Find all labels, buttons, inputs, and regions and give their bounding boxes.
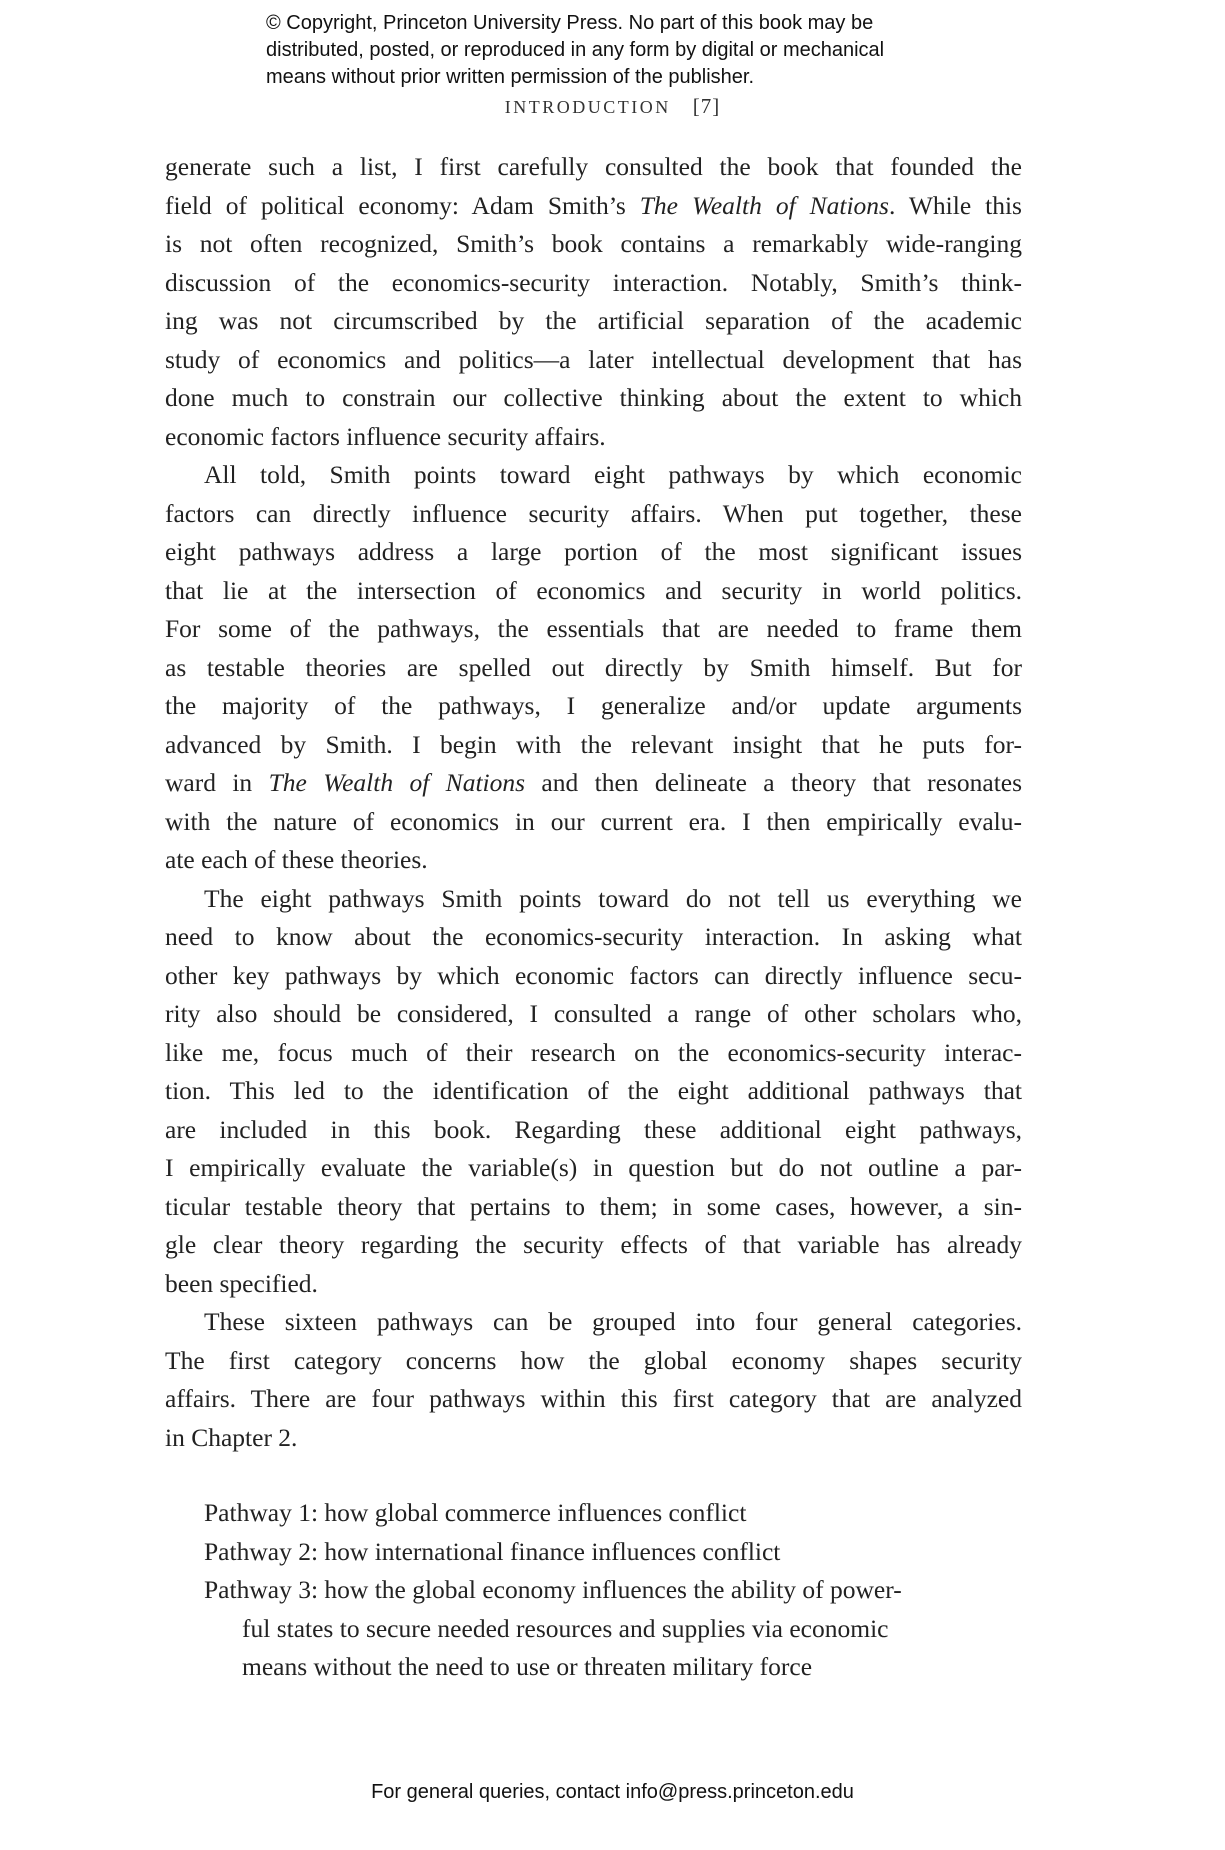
pathway-item (204, 1494, 994, 1533)
text-segment: been specified. (165, 1268, 318, 1298)
text-line (165, 148, 1022, 187)
text-line (165, 264, 1022, 303)
text-line (165, 649, 1022, 688)
text-line (165, 418, 1022, 457)
copyright-notice (266, 10, 884, 91)
text-line (165, 687, 1022, 726)
footer-contact: For general queries, contact info@press.princeton.edu (371, 1781, 854, 1803)
book-title-italic: The Wealth of Nations (268, 768, 526, 797)
pathway-line: Pathway 3: how the global economy influences the ability of power- (204, 1575, 902, 1604)
text-segment: advanced by Smith. I begin with the relevant insight that he puts for- (165, 729, 1022, 759)
copyright-line: distributed, posted, or reproduced in any form by digital or mechanical (266, 39, 885, 61)
text-line (165, 1419, 1022, 1458)
text-segment: like me, focus much of their research on the economics-security interac- (165, 1037, 1022, 1067)
text-line (165, 1342, 1022, 1381)
text-segment: ticular testable theory that pertains to them; in some cases, however, a sin- (165, 1191, 1022, 1221)
pathway-line: ful states to secure needed resources and supplies via economic (242, 1613, 889, 1643)
text-segment: ward in (165, 768, 269, 797)
text-segment: field of political economy: Adam Smith’s (165, 190, 640, 220)
text-segment: generate such a list, I first carefully consulted the book that founded the (165, 152, 1022, 181)
book-title-italic: The Wealth of Nations (639, 190, 889, 220)
text-line (165, 341, 1022, 380)
text-line (165, 995, 1022, 1034)
text-segment: need to know about the economics-security interaction. In asking what (165, 922, 1022, 951)
text-line (165, 803, 1022, 842)
text-segment: with the nature of economics in our current era. I then empirically evalu- (165, 806, 1022, 836)
text-segment: . While this (888, 190, 1022, 220)
text-segment: gle clear theory regarding the security effects of that variable has already (165, 1230, 1022, 1259)
text-line (165, 302, 1022, 341)
body-text (165, 148, 1022, 1457)
copyright-line: © Copyright, Princeton University Press. No part of this book may be (266, 12, 874, 34)
text-segment: done much to constrain our collective thinking about the extent to which (165, 383, 1022, 412)
text-segment: The first category concerns how the global economy shapes security (165, 1345, 1022, 1375)
text-segment: All told, Smith points toward eight pathways by which economic (204, 460, 1022, 489)
text-line (165, 1072, 1022, 1111)
pathway-list (204, 1494, 994, 1687)
text-segment: other key pathways by which economic factors can directly influence secu- (165, 960, 1022, 990)
running-head-title: INTRODUCTION (504, 97, 671, 117)
pathway-line: means without the need to use or threaten military force (242, 1652, 813, 1681)
copyright-line: means without prior written permission of the publisher. (266, 66, 755, 88)
running-head (0, 94, 1225, 119)
text-segment: the majority of the pathways, I generalize and/or update arguments (165, 691, 1022, 720)
text-line (165, 764, 1022, 803)
text-segment: are included in this book. Regarding these additional eight pathways, (165, 1114, 1022, 1144)
pathway-item (204, 1571, 994, 1687)
text-line (165, 1265, 1022, 1304)
text-segment: and then delineate a theory that resonates (525, 768, 1023, 797)
text-line (165, 495, 1022, 534)
text-segment: ing was not circumscribed by the artificial separation of the academic (165, 306, 1022, 335)
text-line (165, 533, 1022, 572)
text-line (165, 610, 1022, 649)
text-segment: study of economics and politics—a later intellectual development that has (165, 344, 1022, 374)
text-line (165, 1034, 1022, 1073)
text-segment: I empirically evaluate the variable(s) in question but do not outline a par- (165, 1153, 1022, 1182)
text-segment: The eight pathways Smith points toward do not tell us everything we (204, 883, 1022, 913)
pathway-line: Pathway 2: how international finance influences conflict (204, 1536, 781, 1566)
text-segment: ate each of these theories. (165, 845, 428, 874)
text-segment: discussion of the economics-security interaction. Notably, Smith’s think- (165, 267, 1022, 297)
text-line (165, 1380, 1022, 1419)
text-segment: rity also should be considered, I consulted a range of other scholars who, (165, 999, 1022, 1028)
text-segment: These sixteen pathways can be grouped into four general categories. (204, 1307, 1022, 1336)
text-line (165, 880, 1022, 919)
text-segment: For some of the pathways, the essentials that are needed to frame them (165, 614, 1022, 643)
text-segment: is not often recognized, Smith’s book contains a remarkably wide-ranging (165, 229, 1022, 258)
text-line (165, 456, 1022, 495)
text-line (165, 379, 1022, 418)
text-line (165, 1303, 1022, 1342)
text-line (165, 572, 1022, 611)
pathway-item (204, 1533, 994, 1572)
text-line (165, 726, 1022, 765)
text-line (165, 225, 1022, 264)
text-segment: affairs. There are four pathways within this first category that are analyzed (165, 1384, 1022, 1413)
text-line (165, 957, 1022, 996)
text-segment: in Chapter 2. (165, 1422, 298, 1452)
text-segment: economic factors influence security affairs. (165, 421, 606, 451)
text-segment: that lie at the intersection of economics and security in world politics. (165, 575, 1022, 605)
text-line (165, 918, 1022, 957)
pathway-line: Pathway 1: how global commerce influences conflict (204, 1498, 747, 1527)
text-line (165, 1226, 1022, 1265)
text-line (165, 1111, 1022, 1150)
text-line (165, 1188, 1022, 1227)
page-number: [7] (692, 94, 721, 118)
text-segment: tion. This led to the identification of the eight additional pathways that (165, 1076, 1022, 1105)
text-segment: as testable theories are spelled out directly by Smith himself. But for (165, 652, 1022, 682)
text-segment: eight pathways address a large portion of the most significant issues (165, 537, 1022, 566)
text-line (165, 1149, 1022, 1188)
text-segment: factors can directly influence security affairs. When put together, these (165, 498, 1022, 528)
text-line (165, 187, 1022, 226)
text-line (165, 841, 1022, 880)
